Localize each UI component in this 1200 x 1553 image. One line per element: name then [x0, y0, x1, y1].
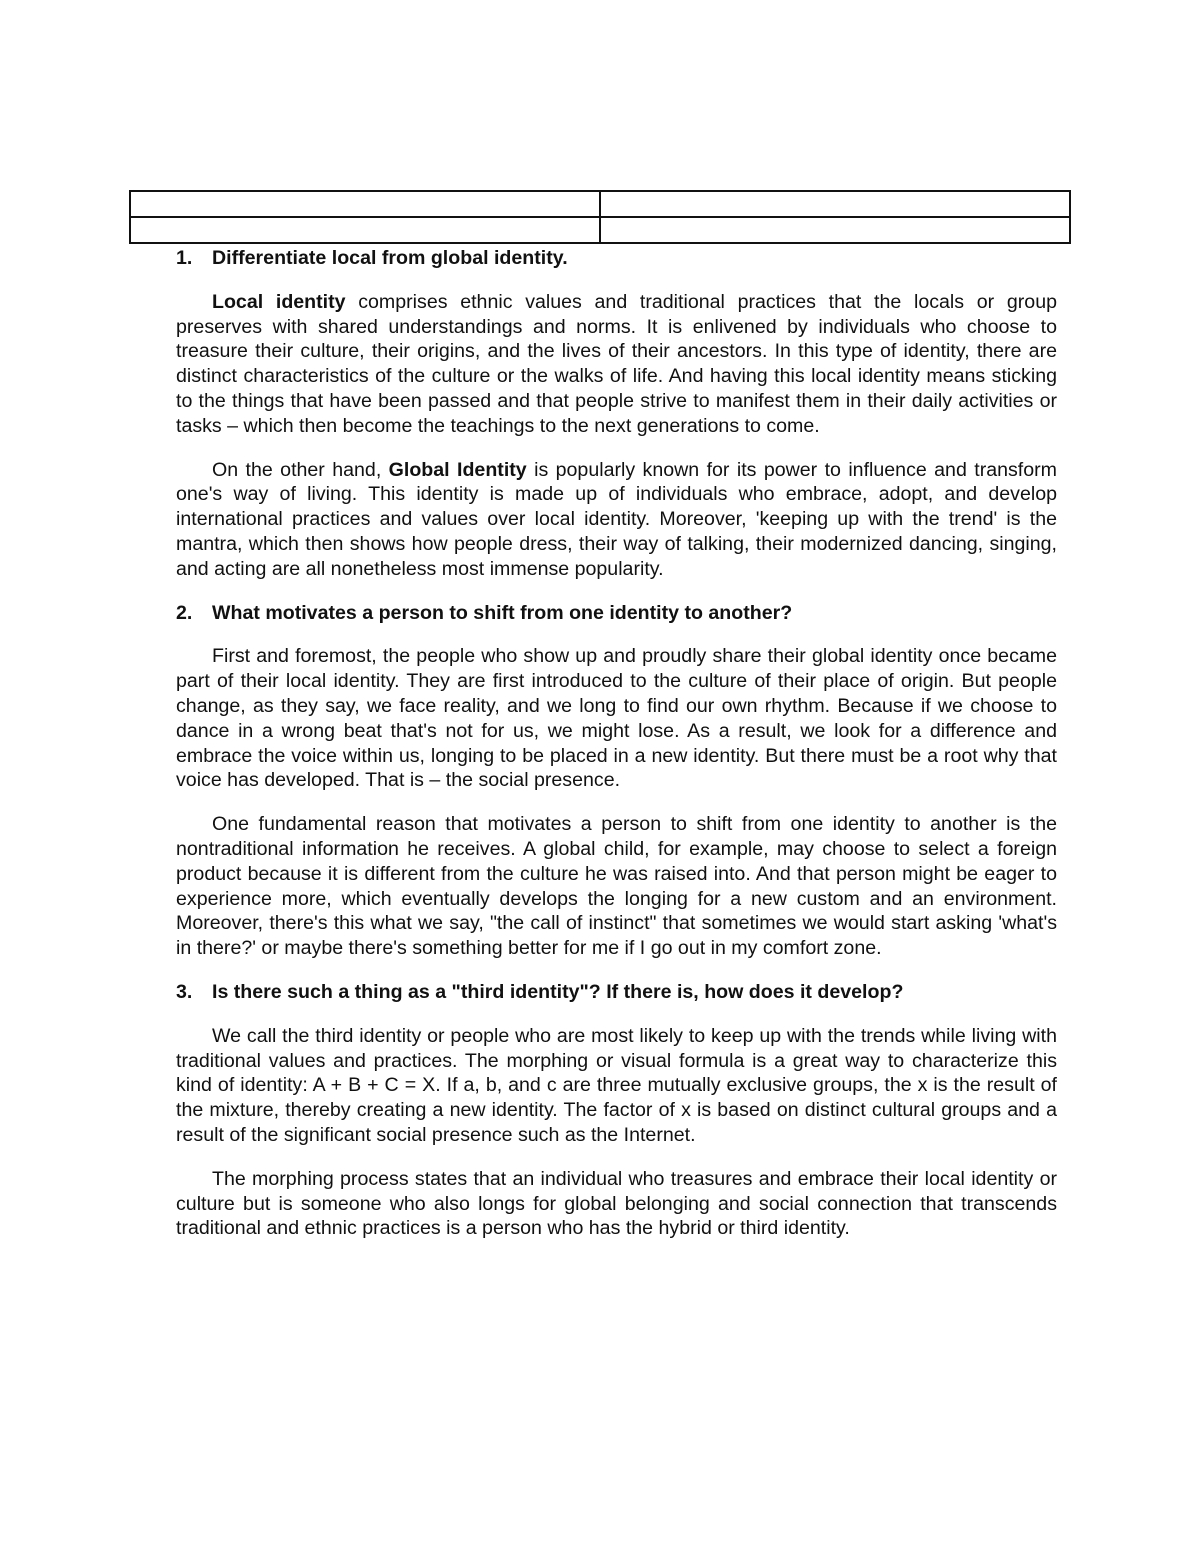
header-table	[129, 190, 1071, 244]
answer-paragraph: We call the third identity or people who are most likely to keep up with the trends while living with traditional values and practices. The morphing or visual formula is a great way to characterize this kind of identity: A + B + C = X. If a, b, and c are three mutually exclusive groups, the x is the result of the mixture, thereby creating a new identity. The factor of x is based on distinct cultural groups and a result of the significant social presence such as the Internet.	[176, 1024, 1057, 1146]
question-title: Is there such a thing as a "third identity"? If there is, how does it develop?	[212, 980, 904, 1003]
bold-term: Local identity	[212, 290, 346, 313]
bold-term: Global Identity	[388, 458, 527, 481]
question-title: Differentiate local from global identity.	[212, 247, 568, 269]
answer-paragraph: The morphing process states that an individual who treasures and embrace their local identity or culture but is someone who also longs for global belonging and social connection that transcends traditional and ethnic practices is a person who has the hybrid or third identity.	[176, 1167, 1057, 1240]
paragraph-text: comprises ethnic values and traditional practices that the locals or group preserves with shared understandings and norms. It is enlivened by individuals who choose to treasure their culture, their origins, and the lives of their ancestors. In this type of identity, there are distinct characteristics of the culture or the walks of life. And having this local identity means sticking to the things that have been passed and that people strive to manifest them in their daily activities or tasks – which then become the teachings to the next generations to come.	[176, 290, 1057, 437]
question-number: 1.	[176, 247, 193, 269]
question-1	[176, 246, 1057, 271]
answer-paragraph	[176, 458, 1057, 582]
question-3	[176, 980, 1057, 1005]
document-body	[176, 246, 1057, 1260]
answer-paragraph	[176, 290, 1057, 439]
answer-paragraph: First and foremost, the people who show up and proudly share their global identity once became part of their local identity. They are first introduced to the culture of their place of origin. But people change, as they say, we face reality, and we long to find our own rhythm. Because if we choose to dance in a wrong beat that's not for us, we might lose. As a result, we look for a difference and embrace the voice within us, longing to be placed in a new identity. But there must be a root why that voice has developed. That is – the social presence.	[176, 645, 1057, 792]
paragraph-lead: On the other hand,	[212, 458, 389, 481]
header-cell	[600, 191, 1070, 217]
question-2	[176, 601, 1057, 626]
answer-paragraph: One fundamental reason that motivates a person to shift from one identity to another is the nontraditional information he receives. A global child, for example, may choose to select a foreign product because it is different from the culture he was raised into. And that person might be eager to experience more, which eventually develops the longing for a new custom and an environment. Moreover, there's this what we say, "the call of instinct" that sometimes we would start asking 'what's in there?' or maybe there's something better for me if I go out in my comfort zone.	[176, 813, 1057, 960]
header-cell	[130, 191, 600, 217]
question-title: What motivates a person to shift from one identity to another?	[212, 601, 793, 624]
question-number: 3.	[176, 980, 193, 1003]
header-table-row	[130, 217, 1070, 243]
header-cell	[130, 217, 600, 243]
paragraph-text: is popularly known for its power to influence and transform one's way of living. This identity is made up of individuals who embrace, adopt, and develop international practices and values over local identity. Moreover, 'keeping up with the trend' is the mantra, which then shows how people dress, their way of talking, their modernized dancing, singing, and acting are all nonetheless most immense popularity.	[176, 458, 1057, 580]
header-table-row	[130, 191, 1070, 217]
question-number: 2.	[176, 601, 193, 624]
header-cell	[600, 217, 1070, 243]
